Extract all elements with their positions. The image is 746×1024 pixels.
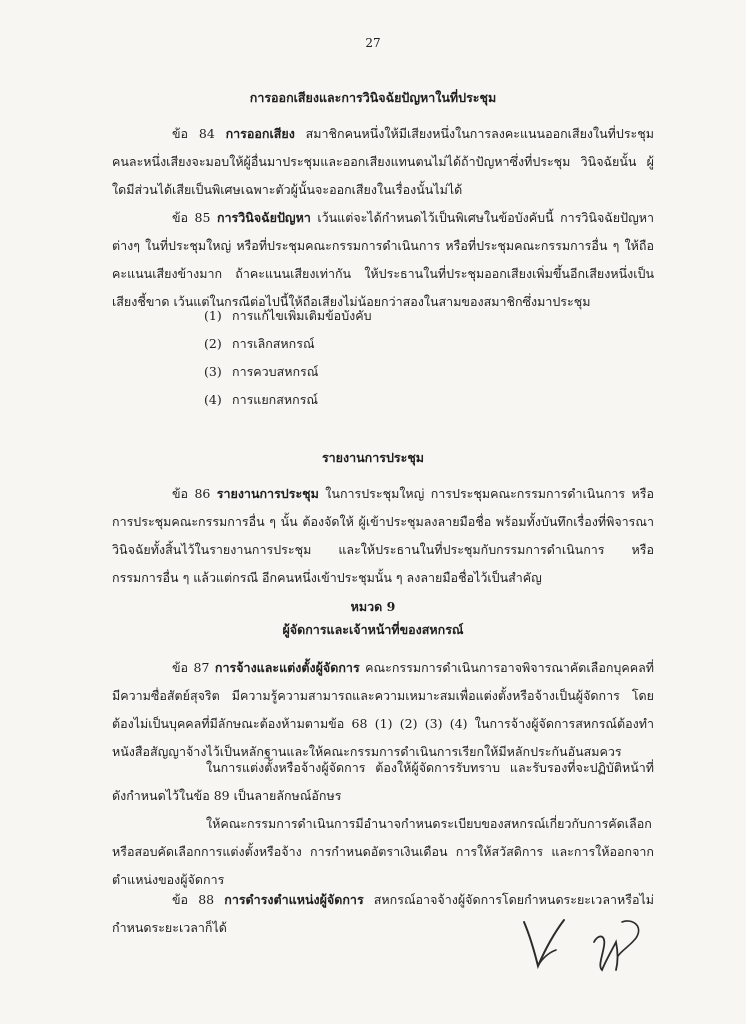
- chapter-title: ผู้จัดการและเจ้าหน้าที่ของสหกรณ์: [282, 622, 464, 637]
- signature-2: [588, 916, 652, 978]
- article-88-heading: การดำรงตำแหน่งผู้จัดการ: [224, 892, 364, 907]
- article-84-number: ข้อ 84: [172, 126, 215, 141]
- article-84-text: สมาชิกคนหนึ่งให้มีเสียงหนึ่งในการลงคะแนนออกเสียงในที่ประชุมคนละหนึ่งเสียงจะมอบให้ผู้อื่นมาประชุมและออกเสียงแทนตนไม่ได้ถ้าปัญหาซึ่งที่ประชุม วินิจฉัยนั้น ผู้ใดมีส่วนได้เสียเป็นพิเศษเฉพาะตัวผู้นั้นจะออกเสียงในเรื่องนั้นไม่ได้: [112, 126, 654, 197]
- article-85: [112, 204, 654, 316]
- article-87-number: ข้อ 87: [172, 660, 210, 675]
- article-88-text: สหกรณ์อาจจ้างผู้จัดการโดยกำหนดระยะเวลาหรือไม่กำหนดระยะเวลาก็ได้: [112, 892, 654, 935]
- article-86-text: ในการประชุมใหญ่ การประชุมคณะกรรมการดำเนินการ หรือการประชุมคณะกรรมการอื่น ๆ นั้น ต้องจัดให้ ผู้เข้าประชุมลงลายมือชื่อ พร้อมทั้งบันทึกเรื่องที่พิจารณาวินิจฉัยทั้งสิ้นไว้ในรายงานการประชุม และให้ประธานในที่ประชุมกับกรรมการดำเนินการ หรือกรรมการอื่น ๆ แล้วแต่กรณี อีกคนหนึ่งเข้าประชุมนั้น ๆ ลงลายมือชื่อไว้เป็นสำคัญ: [112, 486, 654, 585]
- section-title-voting: การออกเสียงและการวินิจฉัยปัญหาในที่ประชุม: [249, 90, 497, 105]
- article-84: [112, 120, 654, 204]
- article-87: [112, 654, 654, 766]
- page-number: 27: [365, 36, 381, 50]
- section-title-meeting-report: รายงานการประชุม: [321, 450, 425, 465]
- list-item: (4) การแยกสหกรณ์: [204, 392, 318, 407]
- list-item: (3) การควบสหกรณ์: [204, 364, 319, 379]
- list-item: (1) การแก้ไขเพิ่มเติมข้อบังคับ: [204, 308, 372, 323]
- article-87-heading: การจ้างและแต่งตั้งผู้จัดการ: [214, 660, 360, 675]
- article-88-number: ข้อ 88: [172, 892, 215, 907]
- article-87-paragraph-3: ให้คณะกรรมการดำเนินการมีอำนาจกำหนดระเบียบของสหกรณ์เกี่ยวกับการคัดเลือกหรือสอบคัดเลือกการแต่งตั้งหรือจ้าง การกำหนดอัตราเงินเดือน การให้สวัสดิการ และการให้ออกจากตำแหน่งของผู้จัดการ: [112, 816, 654, 887]
- article-88: [112, 886, 654, 942]
- article-86-number: ข้อ 86: [172, 486, 211, 501]
- article-84-heading: การออกเสียง: [225, 126, 295, 141]
- article-87-text: คณะกรรมการดำเนินการอาจพิจารณาคัดเลือกบุคคลที่มีความซื่อสัตย์สุจริต มีความรู้ความสามารถและความเหมาะสมเพื่อแต่งตั้งหรือจ้างเป็นผู้จัดการ โดยต้องไม่เป็นบุคคลที่มีลักษณะต้องห้ามตามข้อ 68 (1) (2) (3) (4) ในการจ้างผู้จัดการสหกรณ์ต้องทำหนังสือสัญญาจ้างไว้เป็นหลักฐานและให้คณะกรรมการดำเนินการเรียกให้มีหลักประกันอันสมควร: [112, 660, 654, 759]
- list-item: (2) การเลิกสหกรณ์: [204, 336, 315, 351]
- article-87-paragraph-2: ในการแต่งตั้งหรือจ้างผู้จัดการ ต้องให้ผู้จัดการรับทราบ และรับรองที่จะปฏิบัติหน้าที่ดังกำหนดไว้ในข้อ 89 เป็นลายลักษณ์อักษร: [112, 760, 654, 803]
- article-85-heading: การวินิจฉัยปัญหา: [216, 210, 311, 225]
- article-85-number: ข้อ 85: [172, 210, 211, 225]
- article-86: [112, 480, 654, 592]
- article-85-text: เว้นแต่จะได้กำหนดไว้เป็นพิเศษในข้อบังคับนี้ การวินิจฉัยปัญหาต่างๆ ในที่ประชุมใหญ่ หรือที่ประชุมคณะกรรมการดำเนินการ หรือที่ประชุมคณะกรรมการอื่น ๆ ให้ถือคะแนนเสียงข้างมาก ถ้าคะแนนเสียงเท่ากัน ให้ประธานในที่ประชุมออกเสียงเพิ่มขึ้นอีกเสียงหนึ่งเป็นเสียงชี้ขาด เว้นแต่ในกรณีต่อไปนี้ให้ถือเสียงไม่น้อยกว่าสองในสามของสมาชิกซึ่งมาประชุม: [112, 210, 654, 309]
- signature-1: [518, 912, 568, 972]
- article-85-items: [204, 302, 372, 414]
- chapter-label: หมวด 9: [350, 599, 396, 614]
- article-86-heading: รายงานการประชุม: [216, 486, 319, 501]
